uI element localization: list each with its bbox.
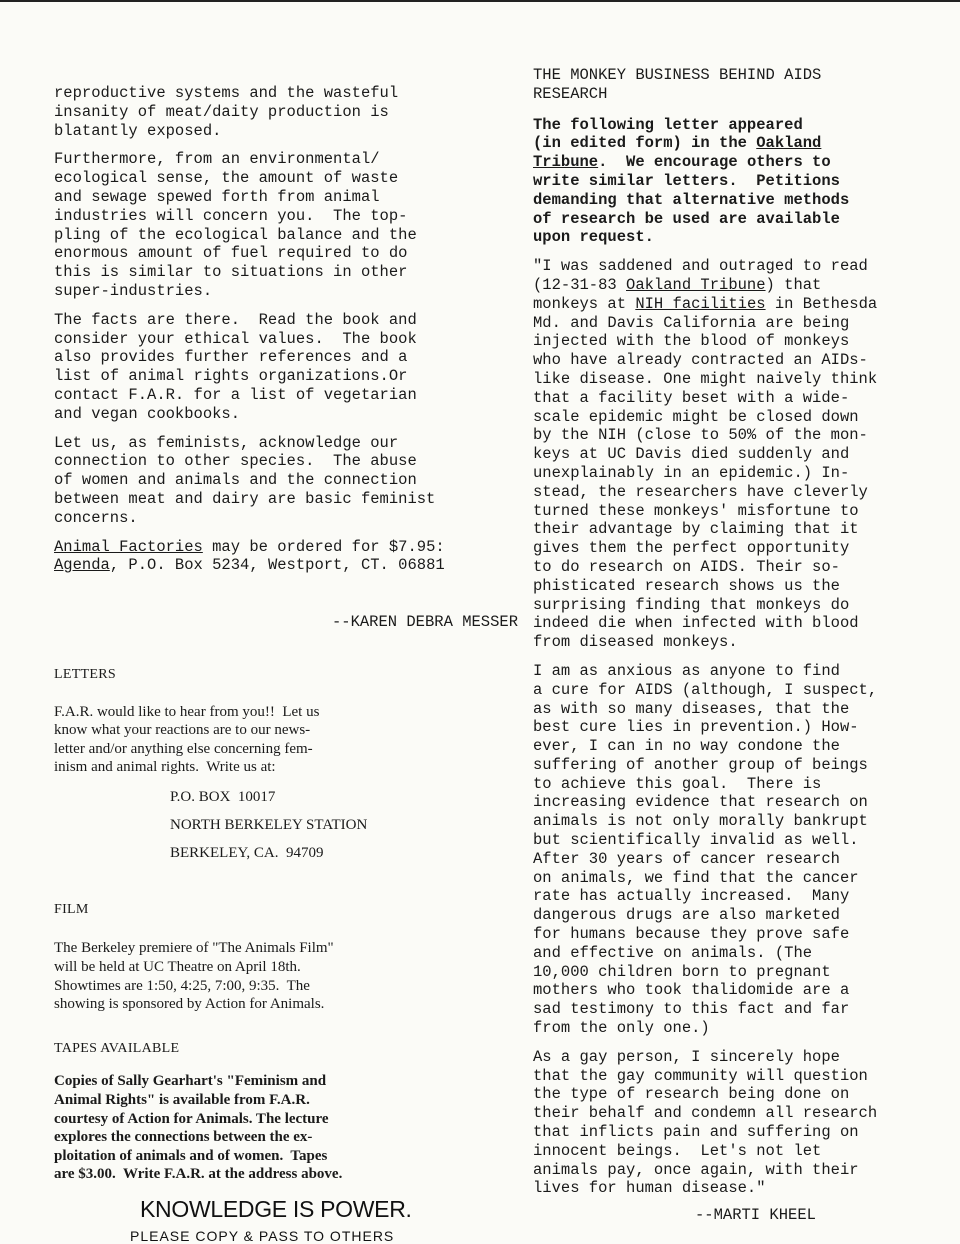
letter-paragraph-1 bbox=[533, 257, 953, 652]
l1-a: "I was saddened and outraged to read bbox=[533, 257, 868, 276]
top-rule bbox=[0, 0, 960, 2]
film-body: The Berkeley premiere of "The Animals Film" will be held at UC Theatre on April 18th. Showtimes are 1:50, 4:25, 7:00, 9:35. The showing is sponsored by Action for Animals. bbox=[54, 940, 334, 1013]
book-title: Animal Factories bbox=[54, 537, 203, 556]
intro-paper-1: Oakland bbox=[756, 134, 822, 153]
left-paragraph-2: Furthermore, from an environmental/ ecological sense, the amount of waste and sewage spewed forth from animal industries will concern you. The top- pling of the ecological balance and the enormous amount of fuel required to do this is similar to situations in other super-industries. bbox=[54, 150, 417, 300]
film-heading: FILM bbox=[54, 901, 89, 917]
l1-d: monkeys at bbox=[533, 294, 636, 313]
article-intro bbox=[533, 116, 953, 248]
messer-signature: --KAREN DEBRA MESSER bbox=[331, 613, 518, 632]
intro-line-3: . We encourage others to bbox=[598, 153, 831, 172]
letter-paragraph-3: As a gay person, I sincerely hope that the gay community will question the type of research being done on their behalf and condemn all research that inflicts pain and suffering on innocent beings. Let's not let animals pay, once again, with their lives for human disease." bbox=[533, 1047, 878, 1198]
far-address: P.O. BOX 10017 NORTH BERKELEY STATION BERKELEY, CA. 94709 bbox=[170, 788, 368, 861]
intro-line-2: (in edited form) in the bbox=[533, 134, 757, 153]
intro-rest: write similar letters. Petitions demanding that alternative methods of research be used are available upon request. bbox=[533, 171, 850, 247]
left-paragraph-1: reproductive systems and the wasteful insanity of meat/daity production is blatantly exposed. bbox=[54, 84, 399, 140]
copy-banner: PLEASE COPY & PASS TO OTHERS bbox=[130, 1228, 395, 1244]
letter-paragraph-2: I am as anxious as anyone to find a cure for AIDS (although, I suspect, as with so many diseases, that the best cure lies in prevention.) How- ever, I can in no way condone the suffering of another group of beings to achieve this goal. There is increasing evidence that research on animals is not only morally bankrupt but scientifically invalid as well. After 30 years of cancer research on animals, we find that the cancer rate has actually increased. Many dangerous drugs are also marketed for humans because they prove safe and effective on animals. (The 10,000 children born to pregnant mothers who took thalidomide are a sad testimony to this fact and far from the only one.) bbox=[533, 661, 878, 1038]
left-paragraph-4: Let us, as feminists, acknowledge our connection to other species. The abuse of women and animals and the connection between meat and dairy are basic feminist concerns. bbox=[54, 433, 436, 527]
intro-paper-2: Tribune bbox=[533, 153, 599, 172]
l1-c: ) that bbox=[765, 275, 822, 294]
tapes-body: Copies of Sally Gearhart's "Feminism and Animal Rights" is available from F.A.R. courtesy of Action for Animals. The lecture explores the connections between the ex- ploitation of animals and of women. Tapes are $3.00. Write F.A.R. at the address above. bbox=[54, 1073, 343, 1183]
knowledge-banner: KNOWLEDGE IS POWER. bbox=[140, 1196, 412, 1222]
letters-heading: LETTERS bbox=[54, 666, 116, 682]
l1-b: (12-31-83 bbox=[533, 275, 627, 294]
l1-e: in Bethesda bbox=[765, 294, 878, 313]
l1-nih: NIH facilities bbox=[635, 294, 766, 313]
l1-paper: Oakland Tribune bbox=[626, 275, 766, 294]
order-text: may be ordered for $7.95: bbox=[202, 537, 445, 556]
l1-rest: Md. and Davis California are being injected with the blood of monkeys who have already contracted an AIDs- like disease. One might naively think that a facility beset with a wide- scale epidemic might be closed down by the NIH (close to 50% of the mon- keys at UC Davis died suddenly and unexplainably in an epidemic.) In- stead, the researchers have cleverly turned these monkeys' misfortune to their advantage by claiming that it gives them the perfect opportunity to do research on AIDS. Their so- phisticated research shows us the surprising finding that monkeys do indeed die when infected with blood from diseased monkeys. bbox=[533, 313, 878, 652]
order-address: , P.O. Box 5234, Westport, CT. 06881 bbox=[109, 556, 445, 575]
intro-line-1: The following letter appeared bbox=[533, 115, 803, 134]
agenda-link: Agenda bbox=[54, 556, 110, 575]
kheel-signature: --MARTI KHEEL bbox=[695, 1206, 816, 1225]
letters-body: F.A.R. would like to hear from you!! Let us know what your reactions are to our news- letter and/or anything else concerning fem- inism and animal rights. Write us at: bbox=[54, 703, 320, 776]
left-paragraph-3: The facts are there. Read the book and consider your ethical values. The book also provides further references and a list of animal rights organizations.Or contact F.A.R. for a list of vegetarian and vegan cookbooks. bbox=[54, 310, 417, 423]
left-column bbox=[54, 84, 524, 1184]
right-column bbox=[533, 66, 953, 1235]
article-title: THE MONKEY BUSINESS BEHIND AIDS RESEARCH bbox=[533, 66, 822, 103]
tapes-heading: TAPES AVAILABLE bbox=[54, 1040, 180, 1056]
order-info bbox=[54, 538, 524, 576]
